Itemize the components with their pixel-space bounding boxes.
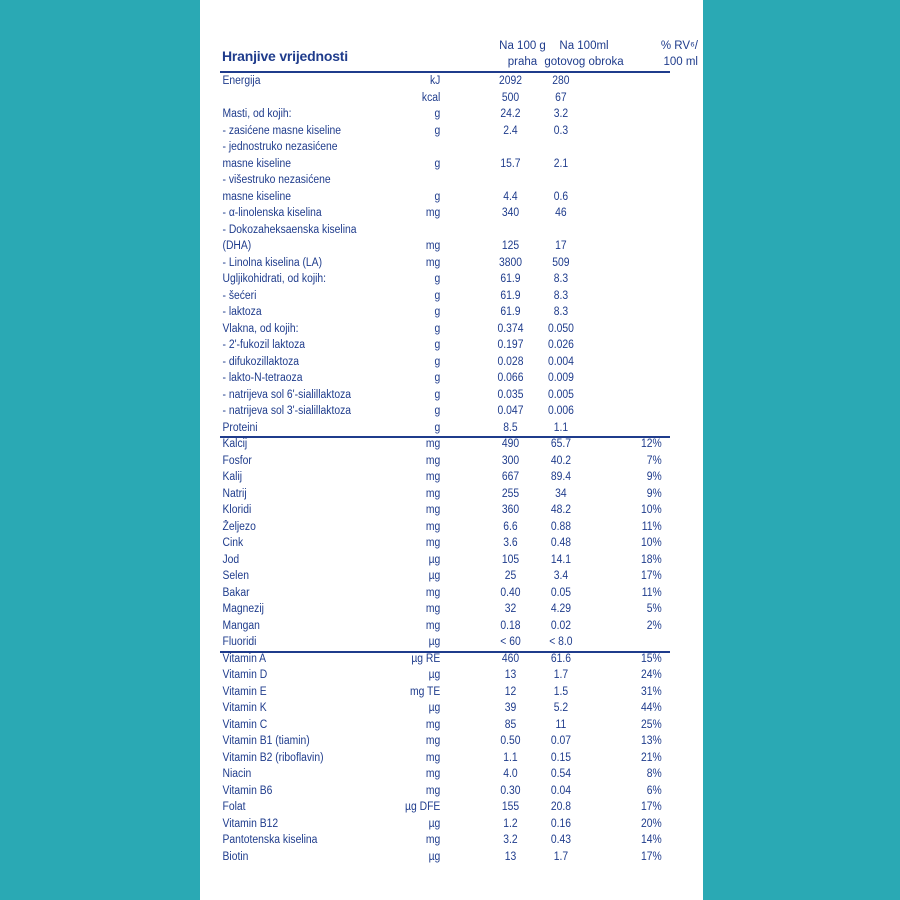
nutrient-unit: µg	[428, 570, 441, 582]
value-per-100ml: 0.54	[550, 768, 571, 780]
nutrient-unit: µg RE	[411, 652, 441, 665]
nutrient-unit: g	[434, 355, 441, 368]
nutrient-unit: µg	[428, 817, 441, 830]
reference-value-percent: 17%	[640, 801, 662, 813]
reference-value-percent: 10%	[640, 537, 662, 549]
value-per-100ml: 0.07	[550, 735, 571, 747]
value-per-100g: 3.6	[503, 537, 518, 549]
nutrient-unit: mg	[425, 520, 441, 533]
nutrient-unit: mg	[425, 454, 441, 467]
value-per-100ml: 1.7	[553, 669, 569, 681]
column-header-per-100g-line2: praha	[507, 56, 538, 68]
table-row	[200, 354, 653, 371]
nutrient-unit: mg	[425, 834, 441, 846]
value-per-100g: 0.30	[500, 784, 521, 797]
value-per-100g: 8.5	[503, 421, 518, 434]
table-row	[200, 783, 662, 800]
reference-value-percent: 17%	[640, 570, 662, 582]
value-per-100ml: 5.2	[553, 702, 569, 714]
table-row	[200, 552, 662, 569]
value-per-100g: 0.374	[497, 322, 524, 335]
value-per-100ml: 14.1	[550, 553, 571, 566]
nutrient-name: Vitamin B2 (riboflavin)	[222, 751, 324, 764]
nutrient-name: Vitamin A	[222, 652, 267, 665]
nutrient-unit: µg	[428, 702, 441, 714]
table-row	[200, 90, 653, 107]
value-per-100ml: 65.7	[550, 438, 571, 450]
nutrient-name: Pantotenska kiselina	[222, 834, 318, 846]
nutrient-unit: kJ	[429, 75, 441, 87]
value-per-100g: 0.197	[497, 339, 524, 351]
reference-value-percent: 20%	[640, 817, 662, 830]
table-row	[200, 189, 653, 206]
value-per-100ml: 1.5	[553, 685, 569, 698]
value-per-100g: 4.0	[503, 768, 518, 780]
nutrient-name: Ugljikohidrati, od kojih:	[222, 273, 327, 285]
reference-value-percent: 13%	[640, 735, 662, 747]
nutrient-name: - α-linolenska kiselina	[222, 207, 322, 219]
nutrient-unit: mg	[425, 471, 441, 483]
nutrient-name: Kloridi	[222, 504, 252, 516]
table-row	[200, 222, 653, 239]
nutrient-name: - zasićene masne kiseline	[222, 124, 342, 137]
nutrient-unit: g	[434, 405, 441, 417]
value-per-100ml: 17	[555, 240, 567, 252]
table-row	[200, 618, 662, 635]
nutrient-name: masne kiseline	[222, 157, 291, 170]
nutrient-name: - višestruko nezasićene	[222, 174, 331, 186]
value-per-100g: 0.40	[500, 586, 521, 599]
value-per-100g: 6.6	[503, 520, 518, 533]
value-per-100g: 15.7	[500, 157, 521, 170]
table-row	[200, 585, 662, 602]
nutrient-name: - lakto-N-tetraoza	[222, 372, 303, 384]
table-row	[200, 139, 653, 156]
value-per-100ml: 20.8	[550, 801, 571, 813]
column-header-per-100ml	[534, 38, 634, 70]
nutrient-name: - jednostruko nezasićene	[222, 141, 338, 153]
nutrient-unit: g	[434, 388, 441, 401]
reference-value-percent: 11%	[641, 586, 662, 599]
nutrient-unit: mg	[425, 603, 441, 615]
table-row	[200, 403, 653, 420]
reference-value-percent: 9%	[646, 487, 662, 500]
value-per-100g: 0.028	[497, 355, 524, 368]
reference-value-percent: 15%	[640, 652, 662, 665]
nutrient-unit: g	[434, 273, 441, 285]
table-row	[200, 700, 662, 717]
value-per-100ml: 8.3	[553, 273, 569, 285]
value-per-100g: 0.066	[497, 372, 524, 384]
nutrient-name: Vlakna, od kojih:	[222, 322, 299, 335]
reference-value-percent: 7%	[646, 454, 662, 467]
value-per-100g: 61.9	[500, 289, 521, 302]
value-per-100g: 24.2	[500, 108, 521, 120]
table-row	[200, 288, 653, 305]
value-per-100ml: 8.3	[553, 306, 569, 318]
value-per-100g: 3800	[498, 256, 523, 269]
table-row	[200, 502, 662, 519]
nutrient-name: - Linolna kiselina (LA)	[222, 256, 323, 269]
value-per-100g: 13	[504, 669, 517, 681]
value-per-100g: 105	[501, 553, 520, 566]
nutrient-name: Cink	[222, 537, 244, 549]
nutrient-unit: µg DFE	[405, 801, 441, 813]
nutrient-name: - 2'-fukozil laktoza	[222, 339, 306, 351]
reference-value-percent: 31%	[640, 685, 662, 698]
nutrient-name: Vitamin K	[222, 702, 267, 714]
value-per-100ml: 61.6	[550, 652, 571, 665]
nutrient-name: Kalcij	[222, 438, 248, 450]
value-per-100ml: 34	[555, 487, 567, 500]
value-per-100g: 85	[504, 718, 517, 731]
table-row	[200, 684, 662, 701]
value-per-100g: 61.9	[500, 306, 521, 318]
value-per-100ml: 3.2	[553, 108, 569, 120]
value-per-100ml: 3.4	[553, 570, 569, 582]
nutrient-unit: mg	[425, 735, 441, 747]
nutrient-unit: mg	[425, 718, 441, 731]
value-per-100g: 340	[501, 207, 520, 219]
value-per-100ml: 46	[555, 207, 567, 219]
value-per-100g: 1.1	[503, 751, 518, 764]
nutrient-unit: g	[434, 421, 441, 434]
nutrient-name: Vitamin C	[222, 718, 268, 731]
value-per-100ml: 67	[555, 91, 567, 104]
value-per-100ml: 0.6	[553, 190, 569, 203]
nutrient-name: Magnezij	[222, 603, 264, 615]
table-row	[200, 156, 653, 173]
nutrient-name: Vitamin E	[222, 685, 267, 698]
table-row	[200, 535, 662, 552]
value-per-100ml: 0.88	[550, 520, 571, 533]
table-row	[200, 568, 662, 585]
nutrient-unit: mg	[425, 240, 441, 252]
nutrient-unit: g	[434, 157, 441, 170]
nutrient-name: (DHA)	[222, 240, 252, 252]
value-per-100g: 0.50	[500, 735, 521, 747]
nutrient-name: Energija	[222, 75, 261, 87]
nutrient-name: Masti, od kojih:	[222, 108, 292, 120]
value-per-100g: 667	[501, 471, 520, 483]
table-row	[200, 205, 653, 222]
table-row	[200, 321, 653, 338]
reference-value-percent: 2%	[646, 619, 662, 632]
value-per-100g: 255	[501, 487, 520, 500]
nutrient-name: - difukozillaktoza	[222, 355, 300, 368]
nutrient-unit: mg	[425, 207, 441, 219]
nutrient-name: Jod	[222, 553, 240, 566]
table-row	[200, 172, 653, 189]
value-per-100g: 61.9	[500, 273, 521, 285]
column-header-rv-line2: 100 ml	[663, 56, 698, 68]
table-row	[200, 799, 662, 816]
value-per-100ml: 0.02	[550, 619, 571, 632]
nutrient-name: Vitamin B6	[222, 784, 273, 797]
value-per-100ml: 2.1	[553, 157, 569, 170]
nutrient-name: Vitamin D	[222, 669, 268, 681]
value-per-100g: 2.4	[503, 124, 518, 137]
table-row	[200, 766, 662, 783]
nutrient-unit: mg	[425, 619, 441, 632]
reference-value-percent: 5%	[646, 603, 662, 615]
table-row	[200, 601, 662, 618]
nutrient-name: Selen	[222, 570, 249, 582]
reference-value-percent: 9%	[646, 471, 662, 483]
table-row	[200, 667, 662, 684]
table-row	[200, 486, 662, 503]
reference-value-percent: 12%	[640, 438, 662, 450]
reference-value-percent: 18%	[640, 553, 662, 566]
value-per-100g: 12	[504, 685, 517, 698]
table-row	[200, 304, 653, 321]
table-row	[200, 123, 653, 140]
value-per-100g: 25	[504, 570, 517, 582]
nutrient-unit: kcal	[421, 91, 441, 104]
nutrient-unit: mg	[425, 256, 441, 269]
value-per-100ml: 89.4	[550, 471, 571, 483]
nutrient-name: - šećeri	[222, 289, 257, 302]
nutrient-name: Folat	[222, 801, 246, 813]
nutrient-name: Biotin	[222, 850, 249, 863]
table-row	[200, 733, 662, 750]
value-per-100ml: 0.05	[550, 586, 571, 599]
nutrient-name: Kalij	[222, 471, 243, 483]
nutrient-name: masne kiseline	[222, 190, 291, 203]
value-per-100g: 300	[501, 454, 520, 467]
nutrient-unit: µg	[428, 850, 441, 863]
value-per-100g: 3.2	[503, 834, 518, 846]
table-row	[200, 436, 662, 453]
table-row	[200, 717, 662, 734]
nutrient-name: Željezo	[222, 520, 256, 533]
value-per-100ml: 1.1	[553, 421, 569, 434]
value-per-100ml: 40.2	[550, 454, 571, 467]
nutrient-unit: mg	[425, 487, 441, 500]
nutrient-unit: mg	[425, 586, 441, 599]
value-per-100ml: 0.006	[547, 405, 574, 417]
nutrient-name: Vitamin B12	[222, 817, 279, 830]
table-row	[200, 469, 662, 486]
value-per-100ml: 0.004	[547, 355, 574, 368]
value-per-100g: 155	[501, 801, 520, 813]
value-per-100ml: 0.026	[547, 339, 574, 351]
reference-value-percent: 25%	[640, 718, 662, 731]
table-row	[200, 106, 653, 123]
table-row	[200, 453, 662, 470]
nutrient-unit: mg	[425, 751, 441, 764]
value-per-100ml: 0.050	[547, 322, 574, 335]
value-per-100g: 125	[501, 240, 520, 252]
table-row	[200, 750, 662, 767]
nutrient-unit: mg	[425, 784, 441, 797]
value-per-100ml: 1.7	[553, 850, 569, 863]
table-row	[200, 271, 653, 288]
column-header-rv-line1: % RV⁶/	[660, 40, 698, 52]
nutrient-name: Proteini	[222, 421, 258, 434]
value-per-100ml: 48.2	[550, 504, 571, 516]
value-per-100g: 2092	[498, 75, 523, 87]
value-per-100ml: 0.43	[550, 834, 571, 846]
value-per-100g: < 60	[500, 636, 521, 648]
reference-value-percent: 8%	[646, 768, 662, 780]
nutrient-name: Niacin	[222, 768, 252, 780]
nutrient-unit: g	[434, 372, 441, 384]
nutrient-unit: g	[434, 339, 441, 351]
value-per-100g: 39	[504, 702, 517, 714]
table-row	[200, 73, 653, 90]
value-per-100g: 0.18	[500, 619, 521, 632]
value-per-100ml: 509	[552, 256, 570, 269]
table-row	[200, 337, 653, 354]
value-per-100ml: 0.009	[547, 372, 574, 384]
nutrient-name: Bakar	[222, 586, 250, 599]
table-row	[200, 420, 653, 437]
reference-value-percent: 11%	[641, 520, 662, 533]
value-per-100g: 500	[501, 91, 520, 104]
value-per-100g: 13	[504, 850, 517, 863]
nutrient-name: - laktoza	[222, 306, 262, 318]
nutrient-unit: g	[434, 306, 441, 318]
value-per-100ml: 0.005	[547, 388, 574, 401]
value-per-100g: 490	[501, 438, 520, 450]
value-per-100g: 32	[504, 603, 517, 615]
value-per-100ml: 11	[555, 718, 567, 731]
value-per-100ml: < 8.0	[549, 636, 573, 648]
table-row	[200, 238, 653, 255]
value-per-100ml: 0.04	[550, 784, 571, 797]
reference-value-percent: 21%	[640, 751, 662, 764]
value-per-100g: 4.4	[503, 190, 518, 203]
nutrient-unit: g	[434, 289, 441, 302]
value-per-100g: 0.047	[497, 405, 524, 417]
nutrient-name: Fosfor	[222, 454, 252, 467]
table-row	[200, 849, 662, 866]
nutrient-name: - natrijeva sol 6'-sialillaktoza	[222, 388, 352, 401]
nutrient-unit: mg TE	[409, 685, 441, 698]
table-row	[200, 832, 662, 849]
nutrient-unit: mg	[425, 537, 441, 549]
value-per-100g: 0.035	[497, 388, 524, 401]
nutrient-unit: µg	[428, 553, 441, 566]
value-per-100ml: 0.48	[550, 537, 571, 549]
nutrient-unit: g	[434, 322, 441, 335]
nutrient-unit: g	[434, 108, 441, 120]
reference-value-percent: 24%	[640, 669, 662, 681]
nutrient-name: Fluoridi	[222, 636, 257, 648]
nutrient-name: Vitamin B1 (tiamin)	[222, 735, 310, 747]
nutrient-unit: g	[434, 124, 441, 137]
value-per-100g: 1.2	[503, 817, 518, 830]
value-per-100ml: 0.15	[550, 751, 571, 764]
reference-value-percent: 10%	[640, 504, 662, 516]
table-heading: Hranjive vrijednosti	[222, 48, 348, 64]
table-row	[200, 387, 653, 404]
table-row	[200, 255, 653, 272]
value-per-100g: 460	[501, 652, 520, 665]
nutrient-name: - natrijeva sol 3'-sialillaktoza	[222, 405, 352, 417]
nutrient-unit: g	[434, 190, 441, 203]
reference-value-percent: 14%	[640, 834, 662, 846]
value-per-100ml: 0.3	[553, 124, 569, 137]
column-header-per-100ml-line2: gotovog obroka	[544, 56, 624, 68]
nutrient-unit: µg	[428, 669, 441, 681]
column-header-per-100ml-line1: Na 100ml	[559, 40, 609, 52]
nutrient-unit: mg	[425, 504, 441, 516]
column-header-reference-value	[628, 38, 698, 70]
value-per-100ml: 280	[552, 75, 570, 87]
value-per-100g: 360	[501, 504, 520, 516]
nutrition-label-panel	[200, 0, 703, 900]
reference-value-percent: 44%	[640, 702, 662, 714]
value-per-100ml: 0.16	[550, 817, 571, 830]
table-row	[200, 816, 662, 833]
value-per-100ml: 8.3	[553, 289, 569, 302]
nutrient-name: - Dokozaheksaenska kiselina	[222, 223, 357, 236]
nutrient-unit: mg	[425, 438, 441, 450]
table-row	[200, 651, 662, 668]
table-row	[200, 634, 653, 651]
reference-value-percent: 17%	[640, 850, 662, 863]
reference-value-percent: 6%	[646, 784, 662, 797]
nutrient-name: Mangan	[222, 619, 260, 632]
table-row	[200, 519, 662, 536]
column-header-per-100g-line1: Na 100 g	[499, 40, 546, 52]
table-row	[200, 370, 653, 387]
nutrient-unit: µg	[428, 636, 441, 648]
value-per-100ml: 4.29	[550, 603, 571, 615]
nutrient-unit: mg	[425, 768, 441, 780]
nutrient-name: Natrij	[222, 487, 247, 500]
